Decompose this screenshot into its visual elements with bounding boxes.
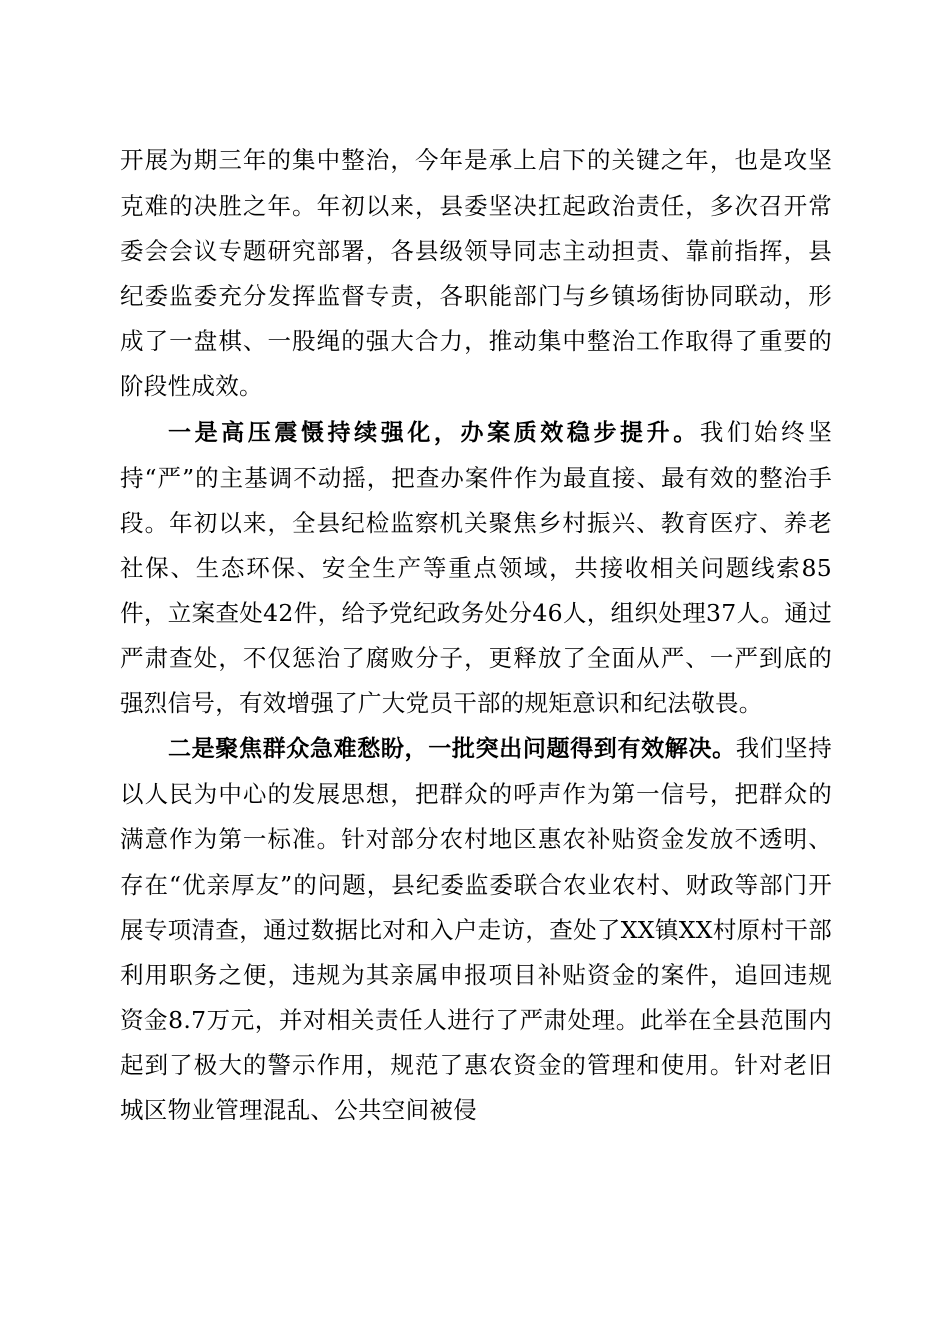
- document-body: [120, 138, 832, 1133]
- paragraph-3-lead: 二是聚焦群众急难愁盼，一批突出问题得到有效解决。: [168, 736, 736, 763]
- paragraph-2-text: 我们始终坚持“严”的主基调不动摇，把查办案件作为最直接、最有效的整治手段。年初以来，全县纪检监察机关聚焦乡村振兴、教育医疗、养老社保、生态环保、安全生产等重点领域，共接收相关问题线索85件，立案查处42件，给予党纪政务处分46人，组织处理37人。通过严肃查处，不仅惩治了腐败分子，更释放了全面从严、一严到底的强烈信号，有效增强了广大党员干部的规矩意识和纪法敬畏。: [120, 417, 833, 718]
- paragraph-3-text: 我们坚持以人民为中心的发展思想，把群众的呼声作为第一信号，把群众的满意作为第一标准。针对部分农村地区惠农补贴资金发放不透明、存在“优亲厚友”的问题，县纪委监委联合农业农村、财政等部门开展专项清查，通过数据比对和入户走访，查处了XX镇XX村原村干部利用职务之便，违规为其亲属申报项目补贴资金的案件，追回违规资金8.7万元，并对相关责任人进行了严肃处理。此举在全县范围内起到了极大的警示作用，规范了惠农资金的管理和使用。针对老旧城区物业管理混乱、公共空间被侵: [120, 734, 833, 1124]
- paragraph-1: [120, 138, 832, 410]
- paragraph-3: [120, 726, 832, 1133]
- paragraph-1-text: 开展为期三年的集中整治，今年是承上启下的关键之年，也是攻坚克难的决胜之年。年初以来，县委坚决扛起政治责任，多次召开常委会会议专题研究部署，各县级领导同志主动担责、靠前指挥，县纪委监委充分发挥监督专责，各职能部门与乡镇场街协同联动，形成了一盘棋、一股绳的强大合力，推动集中整治工作取得了重要的阶段性成效。: [120, 146, 832, 401]
- paragraph-2-lead: 一是高压震慑持续强化，办案质效稳步提升。: [168, 419, 700, 446]
- paragraph-2: [120, 410, 832, 727]
